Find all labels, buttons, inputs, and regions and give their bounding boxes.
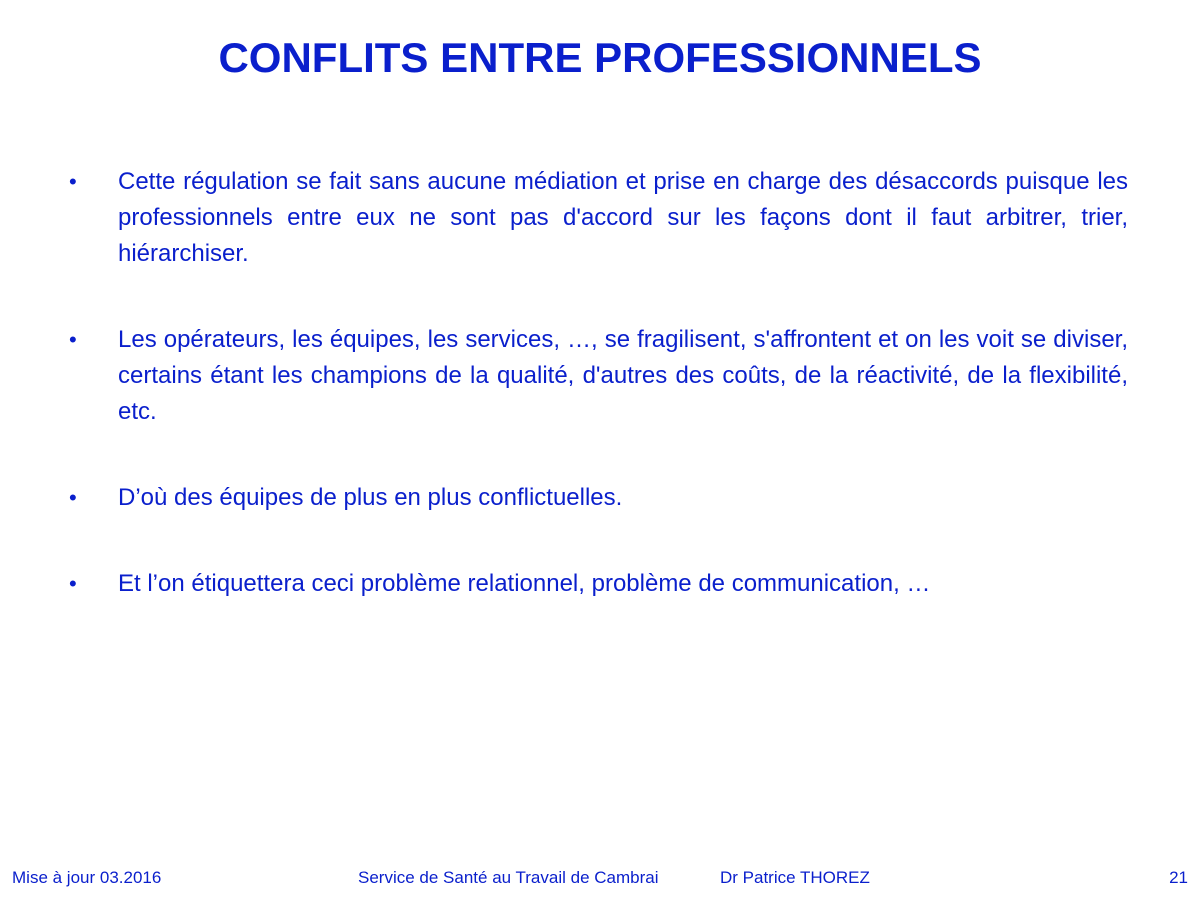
footer-update-date: Mise à jour 03.2016: [12, 868, 162, 887]
bullet-item: [66, 480, 1128, 516]
bullet-dot-icon: •: [69, 485, 77, 510]
footer-author: Dr Patrice THOREZ: [720, 868, 870, 887]
slide-page-number: 21: [1169, 868, 1188, 887]
bullet-list: [66, 164, 1128, 602]
bullet-dot-icon: •: [69, 327, 77, 352]
bullet-item: [66, 164, 1128, 272]
slide-title: CONFLITS ENTRE PROFESSIONNELS: [218, 34, 982, 81]
bullet-item: [66, 566, 1128, 602]
footer-service-name: Service de Santé au Travail de Cambrai: [358, 868, 659, 887]
bullet-text: Et l’on étiquettera ceci problème relationnel, problème de communication, …: [118, 570, 931, 597]
bullet-dot-icon: •: [69, 169, 77, 194]
bullet-text: Les opérateurs, les équipes, les services, …, se fragilisent, s'affrontent et on les voit se diviser, certains étant les champions de la qualité, d'autres des coûts, de la réactivité, de la flexibilité, etc.: [118, 326, 1128, 425]
bullet-item: [66, 322, 1128, 430]
bullet-text: D’où des équipes de plus en plus conflictuelles.: [118, 484, 623, 511]
bullet-text: Cette régulation se fait sans aucune médiation et prise en charge des désaccords puisque les professionnels entre eux ne sont pas d'accord sur les façons dont il faut arbitrer, trier, hiérarchiser.: [118, 168, 1128, 267]
bullet-dot-icon: •: [69, 571, 77, 596]
